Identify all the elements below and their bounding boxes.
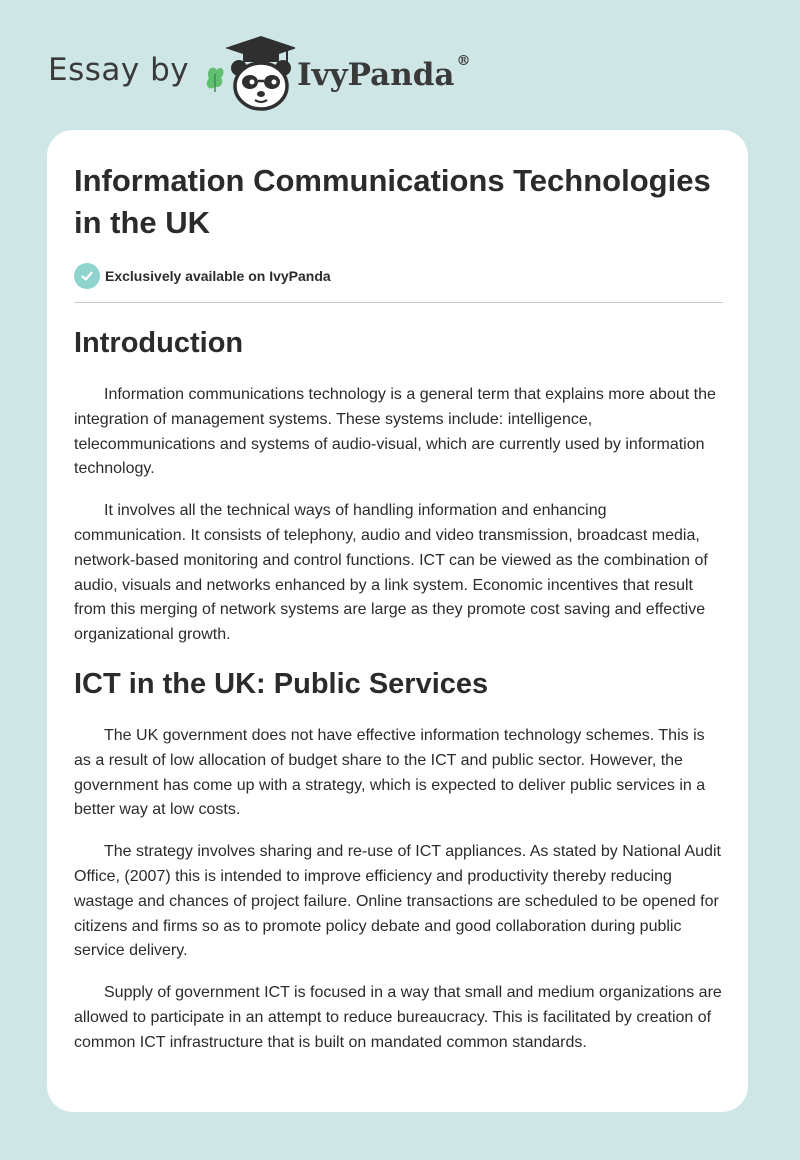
essay-title: Information Communications Technologies in the UK [74, 163, 711, 240]
panda-graduation-cap-logo[interactable] [203, 34, 295, 114]
essay-by-label: Essay by [48, 52, 190, 88]
section-heading-ict-public-services: ICT in the UK: Public Services [74, 667, 489, 700]
paragraph: The UK government does not have effective information technology schemes. This is as a result of low allocation of budget share to the ICT and public sector. However, the government has come up with a strategy, which is expected to deliver public services in a better way at low costs. [74, 726, 706, 819]
paragraph: Supply of government ICT is focused in a way that small and medium organizations are allowed to participate in an attempt to reduce bureaucracy. This is facilitated by creation of common ICT infrastructure that is built on mandated common standards. [74, 984, 722, 1051]
paragraph: Information communications technology is a general term that explains more about the integration of management systems. These systems include: intelligence, telecommunications and systems of audio-visual, which are currently used by information technology. [74, 386, 716, 478]
check-icon [74, 263, 100, 289]
brand-name[interactable] [297, 53, 471, 93]
section-heading-introduction: Introduction [74, 327, 244, 359]
registered-mark: ® [456, 53, 471, 69]
site-header [48, 34, 471, 114]
divider [74, 302, 723, 303]
exclusive-badge [74, 262, 723, 290]
paragraph: It involves all the technical ways of handling information and enhancing communication. It consists of telephony, audio and video transmission, broadcast media, network-based monitoring and control functions. ICT can be viewed as the combination of audio, visuals and networks enhanced by a link system. Economic incentives that result from this merging of network systems are large as they promote cost saving and effective organizational growth. [74, 502, 708, 644]
exclusive-label: Exclusively available on IvyPanda [105, 268, 331, 284]
paragraph: The strategy involves sharing and re-use of ICT appliances. As stated by National Audit Office, (2007) this is intended to improve efficiency and productivity thereby reducing wastage and chances of project failure. Online transactions are scheduled to be opened for citizens and firms so as to promote policy debate and good collaboration during public service delivery. [74, 843, 721, 960]
essay-content [74, 160, 723, 1056]
essay-card [47, 130, 748, 1112]
brand-text: IvyPanda [297, 57, 455, 93]
